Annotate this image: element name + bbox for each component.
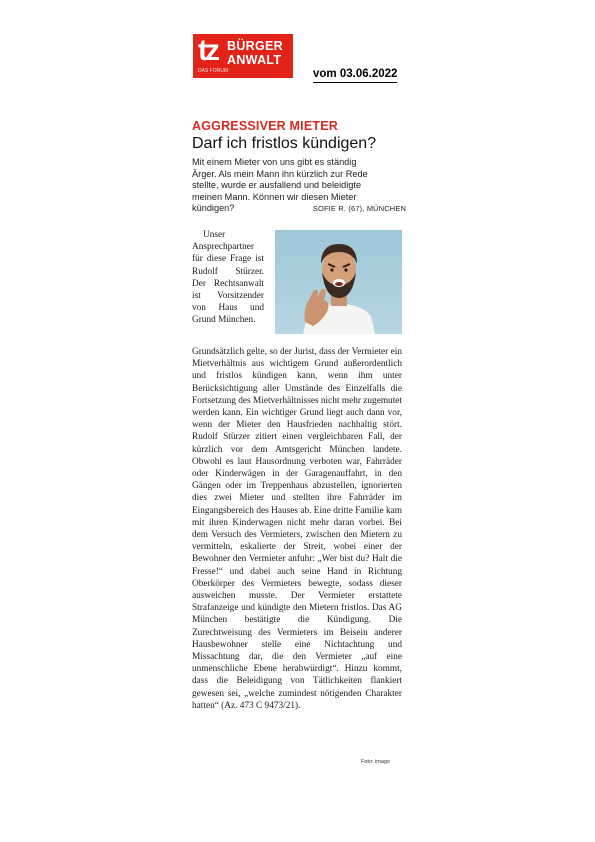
question-line: Mit einem Mieter von uns gibt es ständig (192, 157, 357, 167)
logo-subline: DAS FORUM (198, 68, 228, 74)
reader-question (192, 157, 406, 215)
publication-date: vom 03.06.2022 (313, 69, 397, 83)
photo-credit: Foto: imago (361, 759, 391, 765)
article-body: Grundsätzlich gelte, so der Jurist, dass der Vermieter ein Mietverhältnis aus wichtigem Grund außerordentlich und fristlos kündigen kann, wenn ihm unter Berücksichtigung aller Umstände des Einzelfalls die Fortsetzung des Mietverhältnisses nicht mehr zugemutet werden kann. Ein wichtiger Grund liegt auch dann vor, wenn der Mieter den Hausfrieden nachhaltig stört. Rudolf Stürzer zitiert einen vergleichbaren Fall, der kürzlich vor dem Amtsgericht München landete. Obwohl es laut Hausordnung verboten war, Fahrräder oder Kinderwägen in der Garagenauffahrt, in den Gängen oder im Treppenhaus abzustellen, ignorierten dies zwei Mieter und stellten ihre Fahrräder im Eingangsbereich des Hauses ab. Eine dritte Familie kam mit ihren Kinderwagen nicht mehr daran vorbei. Bei dem Versuch des Vermieters, zwischen den Mietern zu vermitteln, eskalierte der Streit, wobei einer der Bewohner den Vermieter anfuhr: „Wer bist du? Halt die Fresse!“ und dabei auch seine Hand in Richtung Oberkörper des Vermieters bewegte, sodass dieser ausweichen musste. Der Vermieter erstattete Strafanzeige und kündigte den Mietern fristlos. Das AG München bestätigte die Kündigung. Die Zurechtweisung des Vermieters im Beisein anderer Hausbewohner stelle eine Nichtachtung und Missachtung dar, die den Vermieter „auf eine unmenschliche Ebene herabwürdigt“. Hinzu kommt, dass die Beleidigung von Tätlichkeiten flankiert gewesen sei, „welche zumindest nötigenden Charakter hatten“ (Az. 473 C 9473/21). (192, 347, 402, 711)
tz-buergeranwalt-logo (193, 34, 293, 78)
reader-signature: SOFIE R. (67), MÜNCHEN (312, 204, 406, 214)
logo-mark: tz (198, 34, 217, 67)
article-headline: Darf ich fristlos kündigen? (192, 135, 377, 152)
logo-line-1: BÜRGER (227, 39, 283, 53)
article-kicker: AGGRESSIVER MIETER (192, 119, 338, 133)
question-last-line (192, 203, 406, 215)
question-line: Ärger. Als mein Mann ihn kürzlich zur Rede (192, 168, 368, 179)
article-intro: Unser Ansprechpartner für diese Frage ist Rudolf Stürzer. Der Rechtsanwalt ist Vorsitzender von Haus und Grund München. (192, 230, 264, 326)
question-line: kündigen? (192, 203, 235, 214)
question-line: meinen Mann. Können wir diesen Mieter (192, 191, 357, 202)
logo-line-2: ANWALT (227, 53, 282, 67)
angry-man-illustration (275, 230, 402, 334)
question-line: stellte, wurde er ausfallend und beleidigte (192, 180, 362, 191)
article-photo-angry-man (275, 230, 402, 334)
